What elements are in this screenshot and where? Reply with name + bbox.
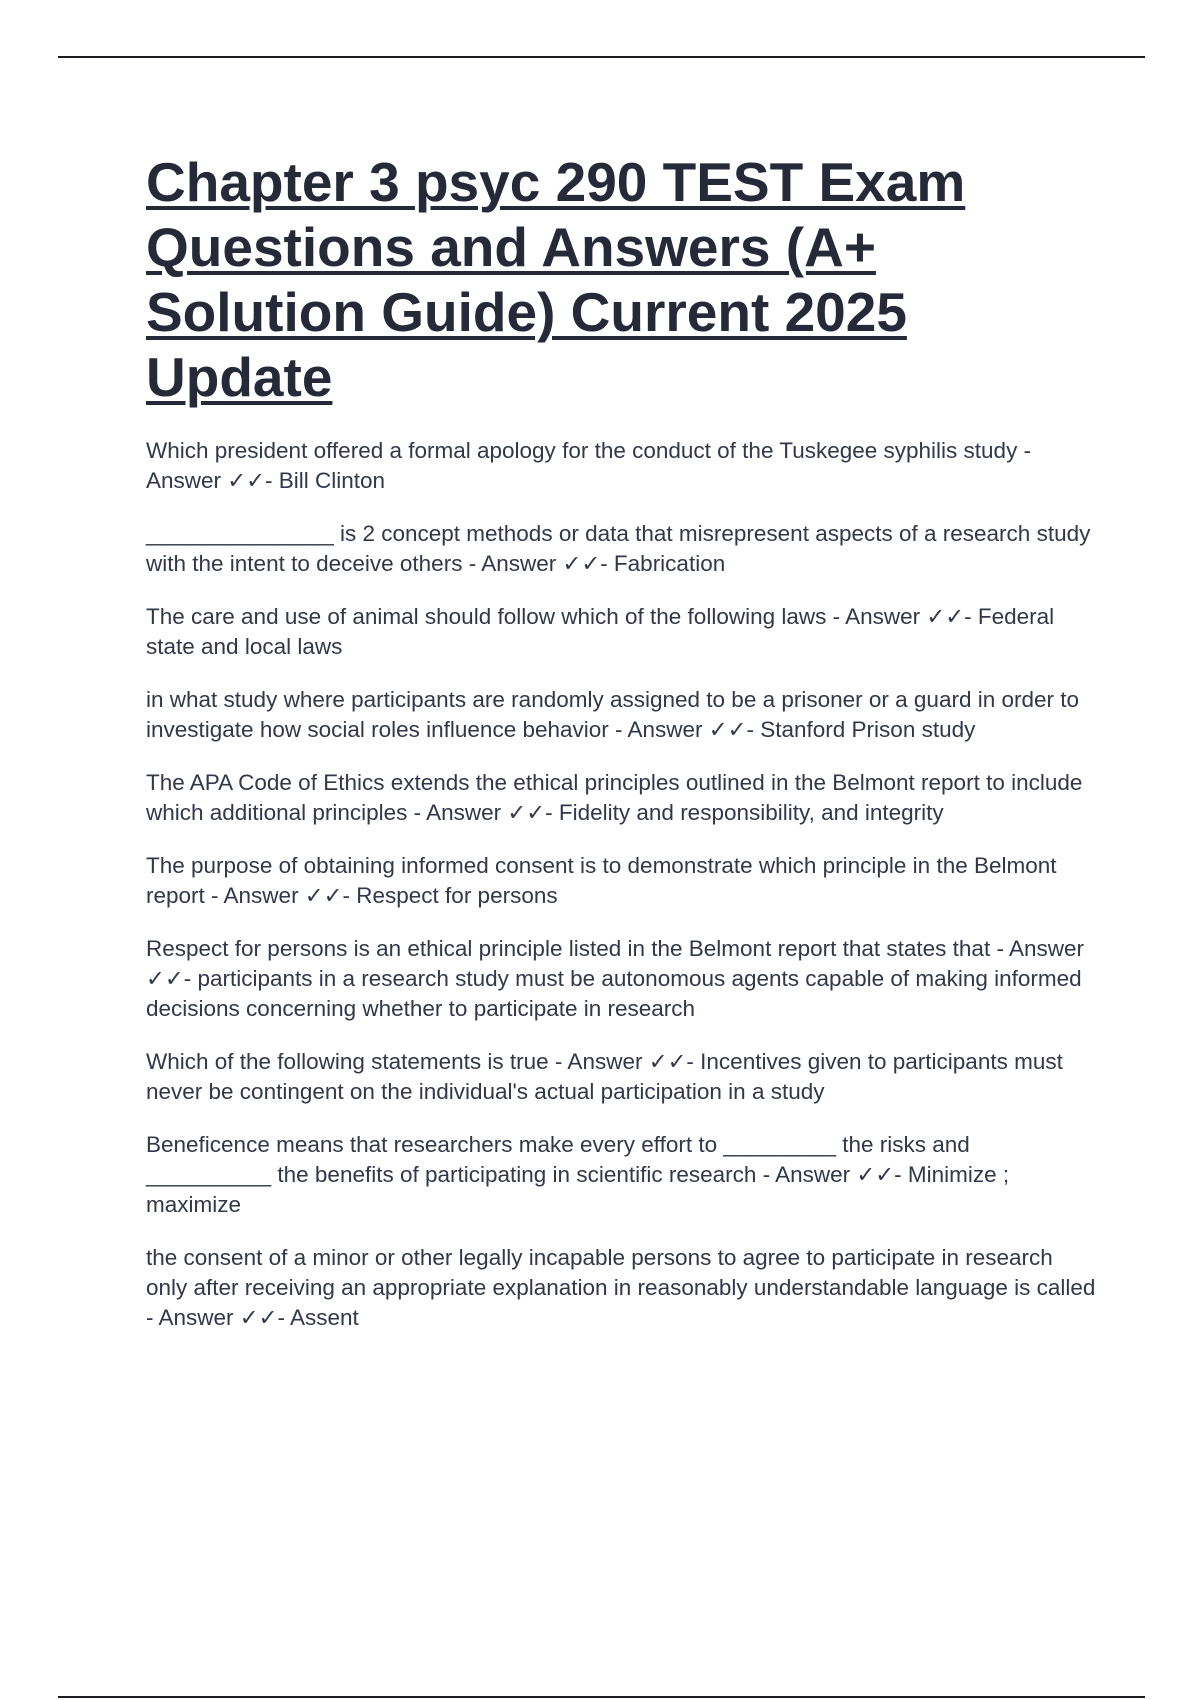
qa-item: Beneficence means that researchers make every effort to _________ the risks and __________ the benefits of participating in scientific research - Answer ✓✓- Minimize ; maximize: [146, 1132, 1010, 1217]
qa-item: in what study where participants are randomly assigned to be a prisoner or a guard in order to investigate how social roles influence behavior - Answer ✓✓- Stanford Prison study: [146, 687, 1080, 742]
document-body: [146, 150, 1096, 1356]
document-title: Chapter 3 psyc 290 TEST Exam Questions and Answers (A+ Solution Guide) Current 2025 Update: [146, 151, 966, 408]
qa-item: The APA Code of Ethics extends the ethical principles outlined in the Belmont report to include which additional principles - Answer ✓✓- Fidelity and responsibility, and integrity: [146, 770, 1083, 825]
qa-item: Which of the following statements is true - Answer ✓✓- Incentives given to participants must never be contingent on the individual's actual participation in a study: [146, 1049, 1063, 1104]
qa-item: The care and use of animal should follow which of the following laws - Answer ✓✓- Federal state and local laws: [146, 604, 1055, 659]
qa-item: Respect for persons is an ethical principle listed in the Belmont report that states that - Answer ✓✓- participants in a research study must be autonomous agents capable of making informed decisions concerning whether to participate in research: [146, 936, 1084, 1021]
qa-item: The purpose of obtaining informed consent is to demonstrate which principle in the Belmont report - Answer ✓✓- Respect for persons: [146, 853, 1057, 908]
top-divider: [58, 56, 1145, 58]
bottom-divider: [58, 1696, 1145, 1698]
qa-item: the consent of a minor or other legally incapable persons to agree to participate in research only after receiving an appropriate explanation in reasonably understandable language is called - Answer ✓✓- Assent: [146, 1245, 1096, 1330]
qa-item: Which president offered a formal apology for the conduct of the Tuskegee syphilis study - Answer ✓✓- Bill Clinton: [146, 438, 1032, 493]
qa-item: _______________ is 2 concept methods or data that misrepresent aspects of a research study with the intent to deceive others - Answer ✓✓- Fabrication: [146, 521, 1091, 576]
